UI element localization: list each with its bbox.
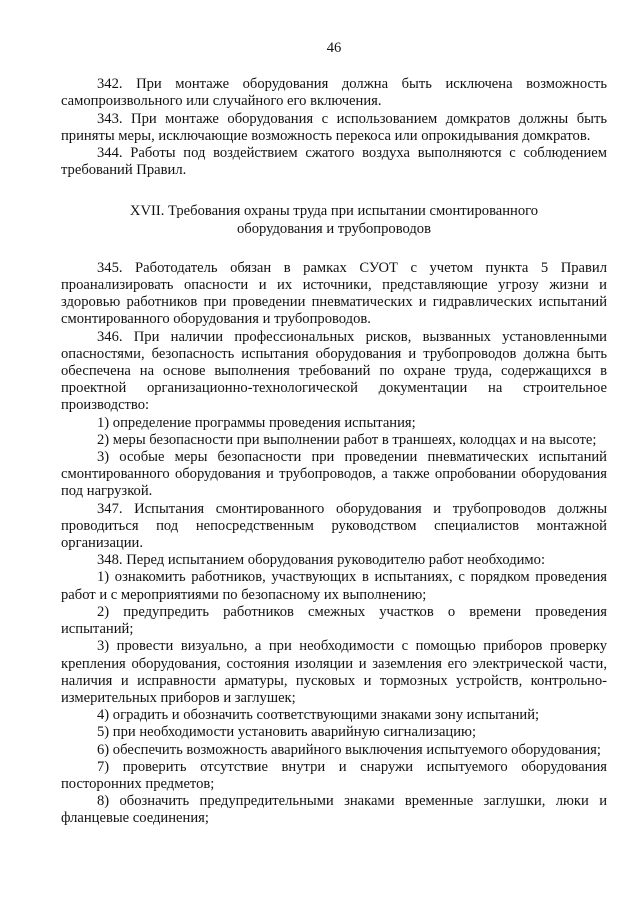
list-item-348-5: 5) при необходимости установить аварийную сигнализацию;	[97, 724, 477, 741]
paragraph-345: 345. Работодатель обязан в рамках СУОТ с учетом пункта 5 Правил проанализировать опасности и их источники, представляющие угрозу жизни и здоровью работников при проведении пневматических и гидравлических испытаний смонтированного оборудования и трубопроводов.	[61, 259, 607, 328]
paragraph-346: 346. При наличии профессиональных рисков, вызванных установленными опасностями, безопасность испытания оборудования и трубопроводов должна быть обеспечена на основе выполнения требований по охране труда, содержащихся в проектной организационно-технологической документации на строительное производство:	[61, 328, 607, 414]
paragraph-348: 348. Перед испытанием оборудования руководителю работ необходимо:	[97, 552, 546, 569]
list-item-348-2: 2) предупредить работников смежных участков о времени проведения испытаний;	[61, 603, 607, 638]
list-item-348-1: 1) ознакомить работников, участвующих в испытаниях, с порядком проведения работ и с мероприятиями по безопасному их выполнению;	[61, 569, 607, 603]
list-item-346-1: 1) определение программы проведения испытания;	[97, 414, 416, 431]
list-item-348-8: 8) обозначить предупредительными знаками временные заглушки, люки и фланцевые соединения;	[61, 793, 607, 827]
paragraph-344: 344. Работы под воздействием сжатого воздуха выполняются с соблюдением требований Правил.	[61, 145, 607, 179]
section-title-line-2: оборудования и трубопроводов	[236, 220, 431, 237]
list-item-348-4: 4) оградить и обозначить соответствующими знаками зону испытаний;	[97, 707, 540, 724]
paragraph-342: 342. При монтаже оборудования должна быть исключена возможность самопроизвольного или случайного его включения.	[61, 76, 607, 110]
list-item-346-2: 2) меры безопасности при выполнении работ в траншеях, колодцах и на высоте;	[97, 431, 597, 448]
paragraph-347: 347. Испытания смонтированного оборудования и трубопроводов должны проводиться под непосредственным руководством специалистов монтажной организации.	[61, 500, 607, 552]
list-item-348-7: 7) проверить отсутствие внутри и снаружи испытуемого оборудования посторонних предметов;	[61, 758, 607, 792]
page-number: 46	[326, 40, 342, 56]
list-item-348-6: 6) обеспечить возможность аварийного выключения испытуемого оборудования;	[97, 741, 601, 758]
paragraph-343: 343. При монтаже оборудования с использованием домкратов должны быть приняты меры, исключающие возможность перекоса или опрокидывания домкратов.	[61, 110, 607, 144]
list-item-346-3: 3) особые меры безопасности при проведении пневматических испытаний смонтированного оборудования и трубопроводов, а также опробовании оборудования под нагрузкой.	[61, 449, 607, 500]
list-item-348-3: 3) провести визуально, а при необходимости с помощью приборов проверку крепления оборудования, состояния изоляции и заземления его электрической части, наличия и исправности арматуры, пусковых и тормозных устройств, контрольно-измерительных приборов и заглушек;	[61, 638, 607, 706]
section-title-line-1: XVII. Требования охраны труда при испытании смонтированного	[129, 203, 539, 220]
section-title	[61, 203, 607, 237]
